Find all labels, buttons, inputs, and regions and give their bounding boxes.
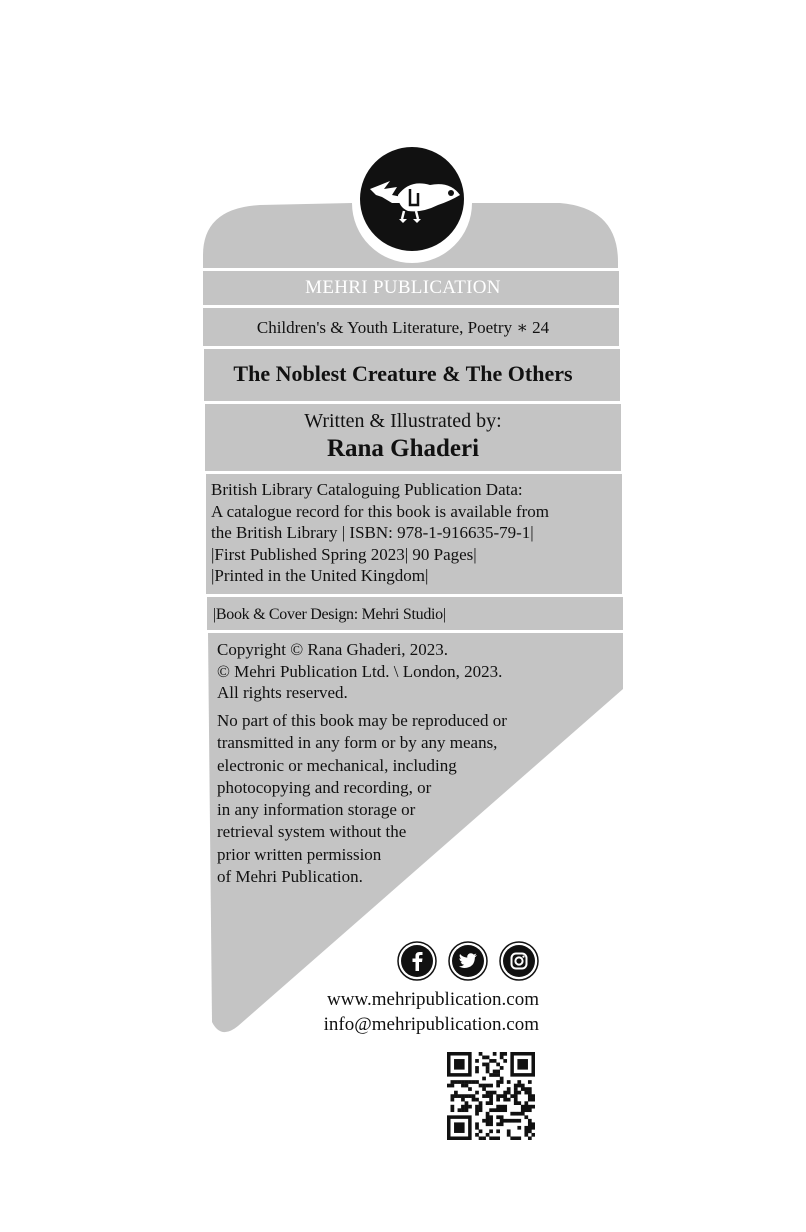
rights-line: in any information storage or <box>217 800 416 820</box>
catalogue-line: British Library Cataloguing Publication Data: <box>211 480 523 499</box>
rights-line: retrieval system without the <box>217 822 407 842</box>
catalogue-line: |First Published Spring 2023| 90 Pages| <box>211 544 477 564</box>
qr-code <box>447 1052 535 1140</box>
rights-notice <box>217 710 507 888</box>
series-label: Children's & Youth Literature, Poetry ∗ 24 <box>256 318 550 337</box>
catalogue-line: the British Library | ISBN: 978-1-916635-79-1| <box>211 523 534 542</box>
copyright-line: © Mehri Publication Ltd. \ London, 2023. <box>217 661 503 681</box>
facebook-icon[interactable] <box>397 941 437 981</box>
instagram-icon[interactable] <box>499 941 539 981</box>
rights-line: of Mehri Publication. <box>217 867 363 887</box>
website-link[interactable]: www.mehripublication.com <box>327 989 539 1010</box>
rights-line: photocopying and recording, or <box>217 777 432 797</box>
email-link[interactable]: info@mehripublication.com <box>323 1014 539 1035</box>
design-credit: |Book & Cover Design: Mehri Studio| <box>213 606 446 623</box>
rights-line: electronic or mechanical, including <box>217 755 457 775</box>
publisher-name: MEHRI PUBLICATION <box>305 277 501 298</box>
copyright-line: All rights reserved. <box>217 683 348 702</box>
rights-line: prior written permission <box>217 844 382 864</box>
copyright-info <box>217 639 502 704</box>
rights-line: transmitted in any form or by any means, <box>217 733 498 753</box>
written-by-label: Written & Illustrated by: <box>304 410 502 432</box>
bird-logo-icon <box>352 145 472 260</box>
author-name: Rana Ghaderi <box>326 435 480 462</box>
catalogue-info <box>211 479 549 587</box>
catalogue-line: A catalogue record for this book is available from <box>211 501 549 521</box>
catalogue-line: |Printed in the United Kingdom| <box>211 566 429 585</box>
copyright-line: Copyright © Rana Ghaderi, 2023. <box>217 640 449 659</box>
book-title: The Noblest Creature & The Others <box>233 361 573 386</box>
rights-line: No part of this book may be reproduced or <box>217 711 507 730</box>
twitter-icon[interactable] <box>448 941 488 981</box>
